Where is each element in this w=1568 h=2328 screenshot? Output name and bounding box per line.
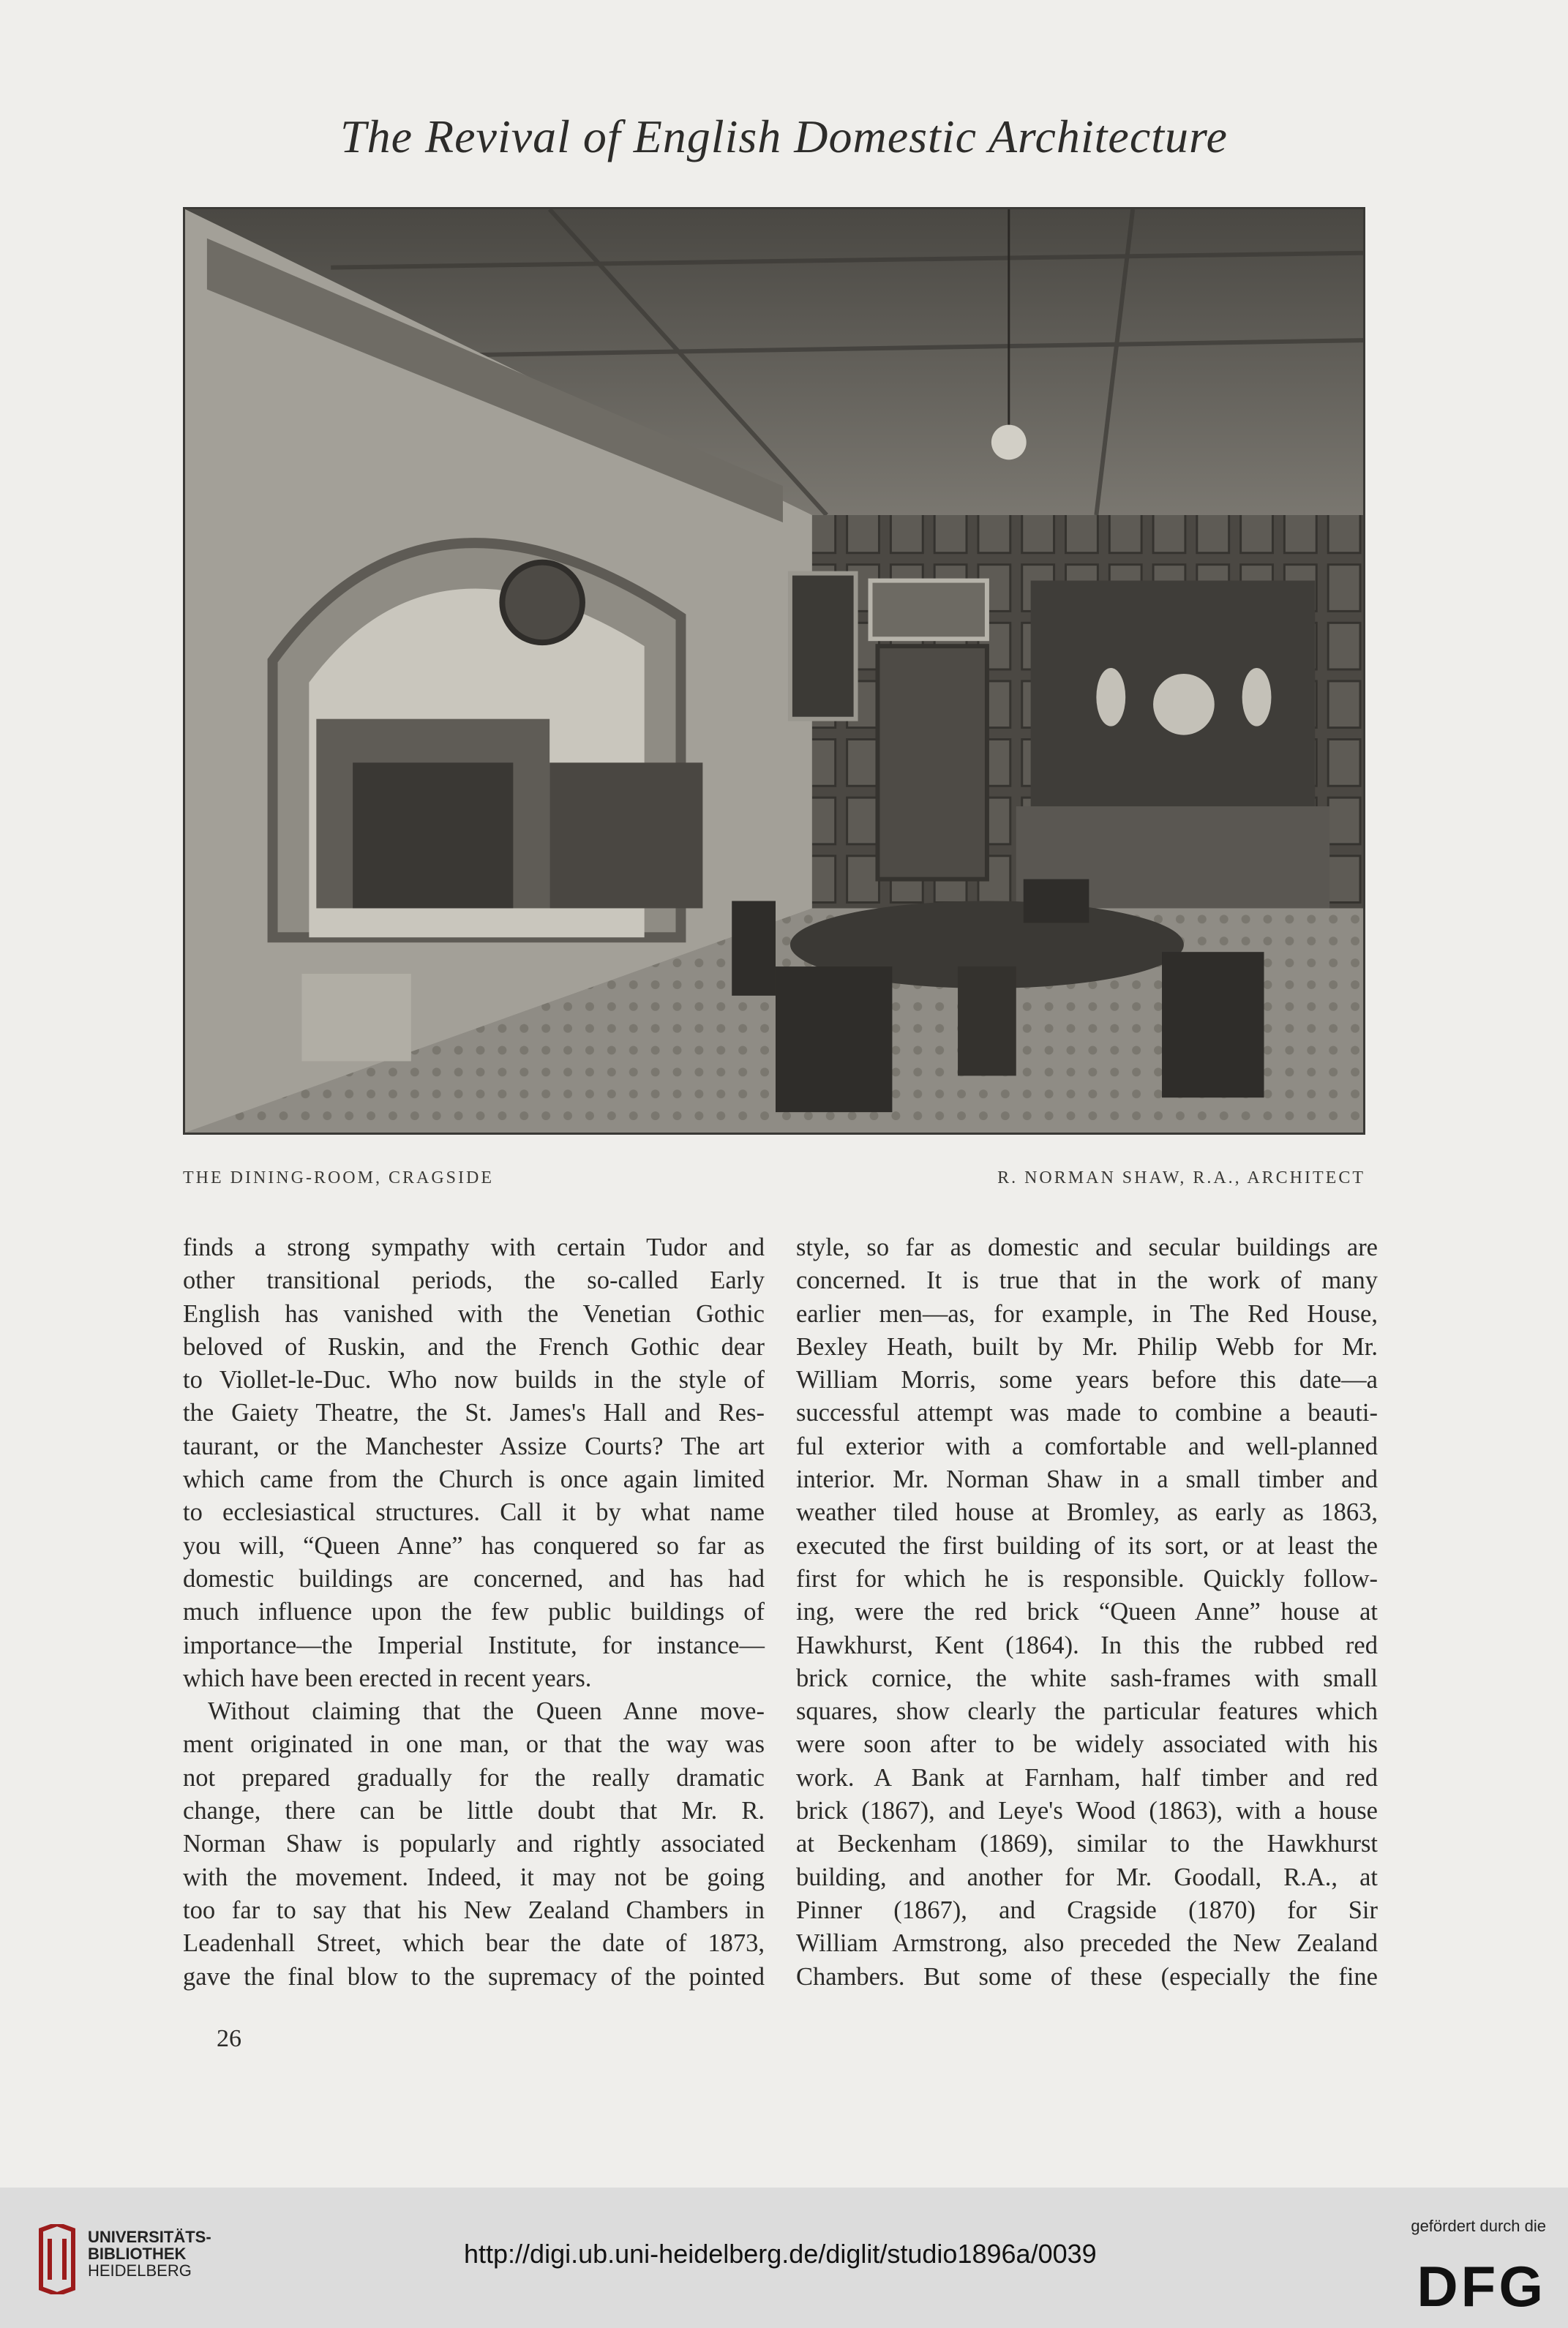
text-line: brick (1867), and Leye's Wood (1863), with a house [796, 1797, 1378, 1825]
text-line: William Morris, some years before this date—a [796, 1366, 1378, 1394]
text-line: domestic buildings are concerned, and has had [183, 1564, 765, 1593]
text-line: too far to say that his New Zealand Chambers in [183, 1896, 765, 1924]
university-library-logo-icon [35, 2224, 79, 2294]
text-line: squares, show clearly the particular features which [796, 1697, 1378, 1726]
text-line: interior. Mr. Norman Shaw in a small timber and [796, 1465, 1378, 1494]
digitization-footer [0, 2188, 1568, 2328]
text-line: much influence upon the few public buildings of [183, 1598, 765, 1626]
running-head: The Revival of English Domestic Architecture [340, 110, 1228, 162]
text-line: first for which he is responsible. Quickly follow- [796, 1564, 1378, 1593]
photograph-dining-room [183, 207, 1365, 1135]
text-line: Pinner (1867), and Cragside (1870) for Sir [796, 1896, 1378, 1924]
dfg-logo: DFG [1417, 2254, 1546, 2318]
text-line: ing, were the red brick “Queen Anne” house at [796, 1598, 1378, 1626]
text-line: Leadenhall Street, which bear the date of 1873, [183, 1929, 765, 1958]
text-line: weather tiled house at Bromley, as early as 1863, [796, 1498, 1378, 1527]
text-line: change, there can be little doubt that Mr. R. [183, 1797, 765, 1825]
text-line: Without claiming that the Queen Anne move- [208, 1697, 765, 1726]
text-line: you will, “Queen Anne” has conquered so far as [183, 1531, 765, 1560]
text-line: the Gaiety Theatre, the St. James's Hall and Res- [183, 1399, 765, 1427]
text-line: finds a strong sympathy with certain Tudor and [183, 1234, 765, 1261]
text-column-right [796, 1231, 1378, 1994]
text-line: English has vanished with the Venetian Gothic [183, 1299, 765, 1328]
text-line: beloved of Ruskin, and the French Gothic dear [183, 1332, 765, 1361]
text-line: executed the first building of its sort, or at least the [796, 1531, 1378, 1560]
text-line: concerned. It is true that in the work of many [796, 1266, 1378, 1295]
plate-caption-credit: R. NORMAN SHAW, R.A., ARCHITECT [997, 1168, 1365, 1187]
text-line: which have been erected in recent years. [183, 1664, 592, 1692]
text-line: gave the final blow to the supremacy of the pointed [183, 1962, 765, 1991]
text-line: other transitional periods, the so-called Early [183, 1266, 765, 1295]
text-line: to Viollet-le-Duc. Who now builds in the style of [183, 1366, 765, 1394]
text-line: successful attempt was made to combine a beauti- [796, 1399, 1378, 1427]
text-line: style, so far as domestic and secular buildings are [796, 1234, 1378, 1261]
permalink-url[interactable]: http://digi.ub.uni-heidelberg.de/diglit/studio1896a/0039 [464, 2239, 1097, 2269]
text-line: earlier men—as, for example, in The Red House, [796, 1299, 1378, 1328]
funding-note: gefördert durch die [1411, 2217, 1546, 2235]
dining-room-illustration [185, 209, 1363, 1133]
text-line: with the movement. Indeed, it may not be going [183, 1863, 765, 1891]
text-line: Hawkhurst, Kent (1864). In this the rubbed red [796, 1631, 1378, 1659]
text-line: were soon after to be widely associated with his [796, 1730, 1378, 1759]
text-line: which came from the Church is once again limited [183, 1465, 765, 1494]
plate-caption-title: THE DINING-ROOM, CRAGSIDE [183, 1168, 494, 1187]
text-line: Norman Shaw is popularly and rightly associated [183, 1830, 765, 1858]
university-library-name: UNIVERSITÄTS- BIBLIOTHEK HEIDELBERG [88, 2228, 211, 2280]
text-line: William Armstrong, also preceded the New Zealand [796, 1929, 1378, 1958]
text-line: not prepared gradually for the really dramatic [183, 1763, 765, 1792]
text-line: taurant, or the Manchester Assize Courts? The art [183, 1432, 765, 1460]
text-line: Chambers. But some of these (especially the fine [796, 1962, 1378, 1991]
page-number: 26 [217, 2025, 241, 2052]
text-line: ful exterior with a comfortable and well-planned [796, 1432, 1378, 1460]
text-line: work. A Bank at Farnham, half timber and red [796, 1763, 1378, 1792]
text-line: ment originated in one man, or that the way was [183, 1730, 765, 1759]
text-column-left [183, 1231, 765, 1994]
text-line: building, and another for Mr. Goodall, R.A., at [796, 1863, 1378, 1891]
text-line: Bexley Heath, built by Mr. Philip Webb for Mr. [796, 1332, 1378, 1361]
text-line: to ecclesiastical structures. Call it by what name [183, 1498, 765, 1527]
text-line: at Beckenham (1869), similar to the Hawkhurst [796, 1830, 1378, 1858]
text-line: brick cornice, the white sash-frames with small [796, 1664, 1378, 1692]
text-line: importance—the Imperial Institute, for instance— [183, 1631, 765, 1659]
